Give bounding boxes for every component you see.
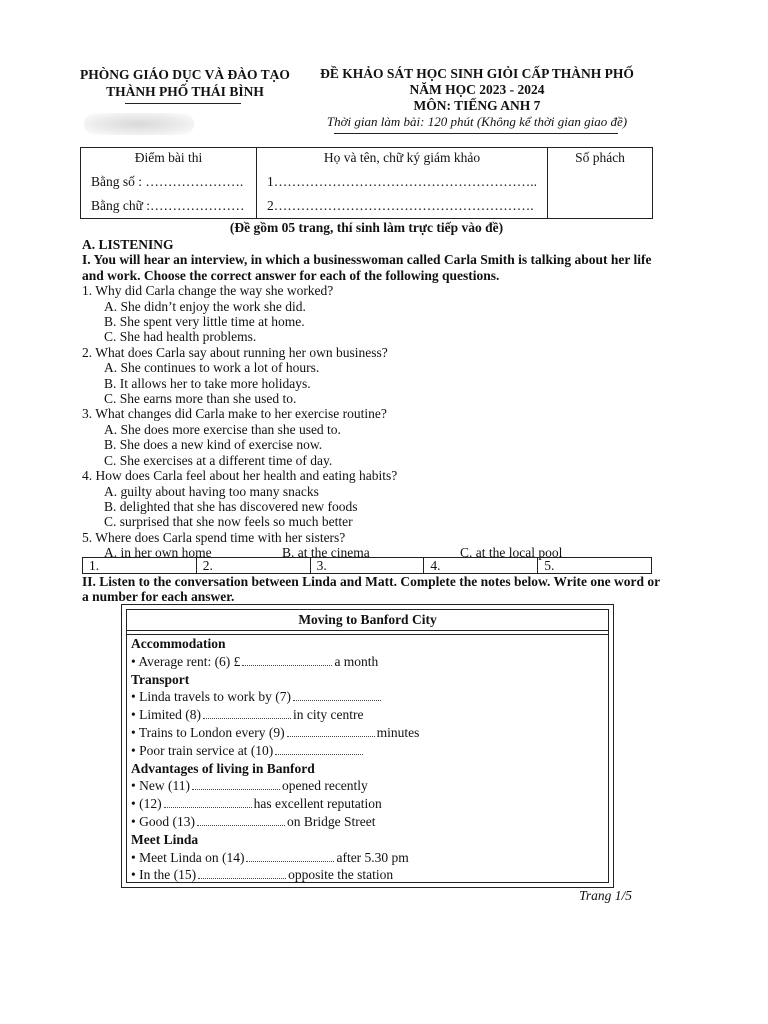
- note-line-7: [131, 688, 608, 706]
- code-cell: [548, 148, 653, 219]
- answer-table: [82, 557, 652, 574]
- time-allowed: Thời gian làm bài: 120 phút (Không kể thời gian giao đề): [326, 114, 628, 129]
- score-header: Điểm bài thi: [134, 150, 203, 165]
- option-b: B. She spent very little time at home.: [104, 314, 305, 330]
- option-c: C. She earns more than she used to.: [104, 391, 297, 407]
- answer-box-4[interactable]: 4.: [424, 558, 538, 574]
- note-label: • Good (13): [131, 813, 195, 829]
- answer-box-2[interactable]: 2.: [196, 558, 310, 574]
- note-suffix: has excellent reputation: [253, 796, 382, 812]
- notes-title: Moving to Banford City: [127, 610, 608, 631]
- question-text: 2. What does Carla say about running her own business?: [82, 344, 388, 360]
- note-label: • Limited (8): [131, 707, 201, 723]
- note-label: • In the (15): [131, 867, 197, 883]
- note-line-14: [131, 849, 608, 867]
- option-b: B. delighted that she has discovered new foods: [104, 498, 358, 514]
- note-line-6: [131, 653, 608, 671]
- score-table: [80, 147, 653, 219]
- notes-list: [127, 635, 608, 884]
- part1-instruction: I. You will hear an interview, in which a businesswoman called Carla Smith is talking about her life and work. Choose the correct answer for each of the following questions.: [82, 252, 652, 283]
- header-right-underline: [334, 133, 618, 134]
- blank-15[interactable]: [198, 868, 286, 879]
- option-b: B. She does a new kind of exercise now.: [104, 437, 323, 453]
- header-left-underline: [125, 103, 241, 104]
- blank-8[interactable]: [203, 708, 291, 719]
- notes-box: [121, 604, 614, 888]
- blank-13[interactable]: [197, 815, 285, 826]
- examiner-1-line: 1…………………………………………………..: [267, 174, 537, 189]
- option-c: C. surprised that she now feels so much better: [104, 514, 353, 530]
- page-count-note: (Đề gồm 05 trang, thí sinh làm trực tiếp vào đề): [229, 220, 504, 235]
- question-block: [82, 406, 662, 468]
- code-header: Số phách: [575, 150, 625, 165]
- note-suffix: after 5.30 pm: [336, 849, 409, 865]
- meet-heading: Meet Linda: [131, 831, 199, 847]
- note-label: • Average rent: (6) £: [131, 653, 241, 669]
- question-block: [82, 283, 662, 345]
- note-suffix: a month: [334, 653, 379, 669]
- note-suffix: opened recently: [281, 778, 368, 794]
- exam-header: [318, 66, 636, 130]
- section-heading: A. LISTENING: [82, 237, 174, 252]
- note-line-8: [131, 706, 608, 724]
- option-c: C. She exercises at a different time of day.: [104, 452, 333, 468]
- question-block: [82, 468, 662, 530]
- redacted-mark: [84, 113, 194, 135]
- note-suffix: in city centre: [292, 707, 364, 723]
- score-in-words: Bằng chữ :…………………: [91, 198, 245, 213]
- question-text: 4. How does Carla feel about her health and eating habits?: [82, 468, 398, 484]
- examiner-header: Họ và tên, chữ ký giám khảo: [323, 150, 481, 165]
- option-c: C. at the local pool: [460, 545, 563, 561]
- exam-title: ĐỀ KHẢO SÁT HỌC SINH GIỎI CẤP THÀNH PHỐ: [320, 66, 634, 81]
- answer-box-1[interactable]: 1.: [83, 558, 197, 574]
- score-cell: [81, 148, 257, 219]
- question-text: 1. Why did Carla change the way she worked?: [82, 283, 334, 299]
- department-header: [62, 66, 308, 100]
- blank-11[interactable]: [192, 779, 280, 790]
- examiner-2-line: 2………………………………………………….: [267, 198, 534, 213]
- note-label: • (12): [131, 796, 162, 812]
- note-line-11: [131, 777, 608, 795]
- blank-10[interactable]: [275, 744, 363, 755]
- note-line-10: [131, 742, 608, 760]
- transport-heading: Transport: [131, 671, 190, 687]
- blank-14[interactable]: [246, 851, 334, 862]
- listening-part-1: [82, 237, 662, 561]
- notes-inner: [126, 609, 609, 883]
- question-block: [82, 345, 662, 407]
- option-b: B. It allows her to take more holidays.: [104, 375, 311, 391]
- note-suffix: minutes: [376, 724, 420, 740]
- note-label: • Trains to London every (9): [131, 724, 285, 740]
- blank-12[interactable]: [164, 797, 252, 808]
- note-line-15: [131, 866, 608, 884]
- part2-instruction: II. Listen to the conversation between Linda and Matt. Complete the notes below. Write one word or a number for each answer.: [82, 574, 660, 605]
- city-name: THÀNH PHỐ THÁI BÌNH: [106, 84, 264, 99]
- blank-7[interactable]: [293, 690, 381, 701]
- blank-9[interactable]: [287, 726, 375, 737]
- examiner-cell: [257, 148, 548, 219]
- note-label: • Linda travels to work by (7): [131, 689, 291, 705]
- note-line-13: [131, 813, 608, 831]
- score-in-numbers: Bằng số : ………………….: [91, 174, 244, 189]
- department-name: PHÒNG GIÁO DỤC VÀ ĐÀO TẠO: [80, 67, 290, 82]
- option-b: B. at the cinema: [282, 545, 370, 561]
- page-number: Trang 1/5: [579, 888, 632, 903]
- option-a: A. guilty about having too many snacks: [104, 483, 319, 499]
- accommodation-heading: Accommodation: [131, 636, 226, 651]
- blank-6[interactable]: [242, 655, 332, 666]
- question-text: 3. What changes did Carla make to her exercise routine?: [82, 406, 387, 422]
- note-suffix: opposite the station: [288, 867, 394, 883]
- note-label: • Meet Linda on (14): [131, 849, 245, 865]
- note-line-9: [131, 724, 608, 742]
- option-c: C. She had health problems.: [104, 329, 257, 345]
- question-block: [82, 530, 662, 561]
- question-text: 5. Where does Carla spend time with her sisters?: [82, 529, 346, 545]
- note-line-12: [131, 795, 608, 813]
- option-a: A. She didn’t enjoy the work she did.: [104, 298, 306, 314]
- answer-box-5[interactable]: 5.: [538, 558, 652, 574]
- option-a: A. She continues to work a lot of hours.: [104, 360, 320, 376]
- note-label: • New (11): [131, 778, 190, 794]
- option-a: A. in her own home: [104, 545, 212, 561]
- answer-box-3[interactable]: 3.: [310, 558, 424, 574]
- note-label: • Poor train service at (10): [131, 742, 274, 758]
- advantages-heading: Advantages of living in Banford: [131, 760, 315, 776]
- subject: MÔN: TIẾNG ANH 7: [413, 98, 541, 113]
- school-year: NĂM HỌC 2023 - 2024: [409, 82, 545, 97]
- note-suffix: on Bridge Street: [286, 813, 376, 829]
- option-a: A. She does more exercise than she used to.: [104, 421, 341, 437]
